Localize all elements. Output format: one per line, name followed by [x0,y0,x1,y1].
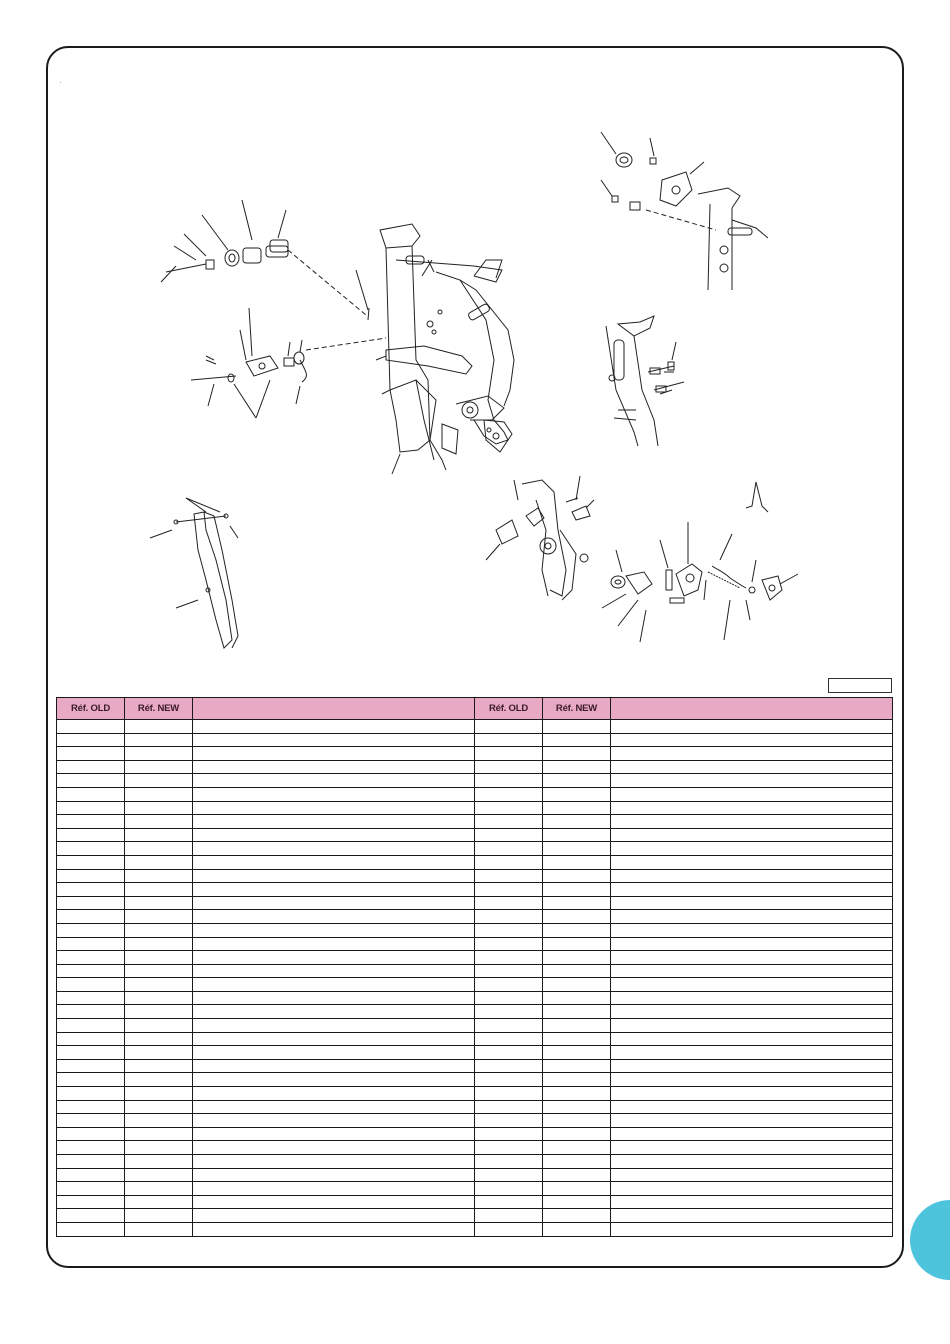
table-cell [57,774,125,788]
table-cell [125,720,193,734]
table-cell [57,855,125,869]
table-cell [543,951,611,965]
table-cell [475,1046,543,1060]
table-cell [611,883,893,897]
table-cell [475,1127,543,1141]
table-cell [611,937,893,951]
table-cell [543,747,611,761]
table-cell [57,923,125,937]
table-row [57,801,893,815]
table-cell [125,733,193,747]
table-cell [125,815,193,829]
table-cell [475,842,543,856]
table-row [57,991,893,1005]
table-cell [543,1168,611,1182]
table-row [57,964,893,978]
page-tab [910,1200,950,1280]
table-cell [611,828,893,842]
table-cell [475,923,543,937]
header-description-left [193,698,475,720]
table-cell [193,869,475,883]
table-cell [543,869,611,883]
table-cell [57,787,125,801]
table-cell [543,720,611,734]
table-cell [57,1168,125,1182]
table-cell [611,1127,893,1141]
table-cell [193,1195,475,1209]
table-cell [193,747,475,761]
table-row [57,1073,893,1087]
table-cell [475,937,543,951]
table-cell [543,1195,611,1209]
table-cell [57,1005,125,1019]
table-row [57,760,893,774]
table-cell [193,774,475,788]
table-cell [543,1114,611,1128]
table-cell [611,760,893,774]
table-cell [193,1087,475,1101]
table-cell [193,1141,475,1155]
table-row [57,978,893,992]
table-cell [475,1222,543,1236]
table-cell [193,1005,475,1019]
table-cell [125,842,193,856]
table-cell [611,1059,893,1073]
table-cell [543,1209,611,1223]
table-cell [475,1019,543,1033]
table-cell [475,1168,543,1182]
table-cell [57,1046,125,1060]
roller-assembly [161,200,366,315]
table-cell [193,855,475,869]
table-cell [475,1141,543,1155]
table-cell [125,855,193,869]
table-cell [193,1222,475,1236]
table-cell [125,801,193,815]
table-cell [611,733,893,747]
table-cell [125,1100,193,1114]
table-cell [193,760,475,774]
table-cell [611,923,893,937]
table-cell [193,883,475,897]
table-cell [57,1209,125,1223]
table-cell [125,869,193,883]
table-cell [611,1032,893,1046]
table-cell [475,787,543,801]
table-cell [475,978,543,992]
table-cell [193,1168,475,1182]
table-cell [193,815,475,829]
table-cell [611,801,893,815]
spring-assembly [602,482,798,642]
table-cell [543,896,611,910]
table-cell [57,1155,125,1169]
table-row [57,828,893,842]
table-cell [125,1019,193,1033]
table-cell [193,1100,475,1114]
table-cell [193,896,475,910]
table-cell [57,964,125,978]
table-row [57,1168,893,1182]
table-cell [57,1195,125,1209]
header-ref-old-left: Réf. OLD [57,698,125,720]
table-cell [475,991,543,1005]
table-cell [57,828,125,842]
table-row [57,1032,893,1046]
table-cell [57,815,125,829]
table-cell [475,1182,543,1196]
table-cell [611,1073,893,1087]
table-cell [57,991,125,1005]
table-cell [193,1182,475,1196]
table-cell [475,1155,543,1169]
table-cell [125,774,193,788]
table-cell [475,951,543,965]
table-cell [125,787,193,801]
table-cell [193,828,475,842]
table-cell [57,1032,125,1046]
table-cell [543,842,611,856]
table-cell [193,787,475,801]
table-cell [611,1019,893,1033]
table-cell [611,1155,893,1169]
reference-box [828,678,892,693]
table-row [57,1141,893,1155]
table-row [57,815,893,829]
table-cell [57,1087,125,1101]
table-row [57,733,893,747]
table-cell [125,1087,193,1101]
table-cell [543,828,611,842]
table-cell [543,1032,611,1046]
table-row [57,937,893,951]
table-cell [125,910,193,924]
table-cell [57,896,125,910]
exploded-parts-diagram [56,60,896,670]
table-cell [543,1182,611,1196]
header-ref-old-right: Réf. OLD [475,698,543,720]
table-cell [543,1127,611,1141]
table-cell [543,1141,611,1155]
table-cell [125,1127,193,1141]
table-cell [193,964,475,978]
table-cell [193,1155,475,1169]
table-cell [475,1005,543,1019]
table-cell [611,1141,893,1155]
table-cell [57,1059,125,1073]
table-cell [543,815,611,829]
table-cell [611,1168,893,1182]
table-cell [611,951,893,965]
table-cell [611,869,893,883]
table-cell [57,869,125,883]
table-cell [611,1046,893,1060]
table-cell [57,747,125,761]
table-cell [57,842,125,856]
bracket-assembly-top-right [601,132,768,290]
table-cell [475,1209,543,1223]
table-cell [475,1114,543,1128]
header-ref-new-left: Réf. NEW [125,698,193,720]
table-cell [611,1182,893,1196]
bracket-assembly-left [191,308,386,418]
table-cell [125,1182,193,1196]
table-row [57,1155,893,1169]
table-cell [611,1005,893,1019]
table-cell [543,1087,611,1101]
table-cell [125,747,193,761]
table-cell [543,760,611,774]
table-cell [611,1195,893,1209]
table-cell [193,733,475,747]
table-cell [543,774,611,788]
table-cell [57,801,125,815]
table-cell [193,1059,475,1073]
table-cell [611,842,893,856]
table-cell [543,1046,611,1060]
table-row [57,1222,893,1236]
table-cell [475,828,543,842]
table-cell [475,815,543,829]
table-cell [475,1087,543,1101]
table-cell [57,760,125,774]
table-cell [611,1100,893,1114]
table-cell [193,1073,475,1087]
table-cell [475,747,543,761]
table-cell [475,801,543,815]
table-cell [125,1209,193,1223]
table-cell [125,964,193,978]
table-cell [125,923,193,937]
table-cell [543,1100,611,1114]
table-cell [125,1195,193,1209]
table-row [57,1209,893,1223]
table-cell [611,910,893,924]
table-cell [611,991,893,1005]
table-row [57,855,893,869]
table-row [57,1087,893,1101]
table-cell [475,1032,543,1046]
table-cell [57,733,125,747]
table-cell [543,1005,611,1019]
table-row [57,787,893,801]
table-cell [125,760,193,774]
table-cell [193,937,475,951]
table-cell [475,964,543,978]
table-cell [543,978,611,992]
table-cell [125,828,193,842]
table-cell [611,774,893,788]
table-cell [125,1141,193,1155]
table-cell [475,1100,543,1114]
table-cell [193,1032,475,1046]
table-cell [125,1032,193,1046]
table-cell [125,883,193,897]
table-cell [193,1127,475,1141]
table-cell [611,978,893,992]
table-cell [57,1182,125,1196]
lower-mechanism [486,476,594,600]
table-cell [611,855,893,869]
table-row [57,1005,893,1019]
table-cell [57,1141,125,1155]
table-row [57,1019,893,1033]
table-cell [475,720,543,734]
table-cell [193,1046,475,1060]
table-cell [543,910,611,924]
table-cell [125,1114,193,1128]
table-cell [57,1019,125,1033]
table-cell [611,1114,893,1128]
table-row [57,869,893,883]
table-row [57,883,893,897]
table-cell [475,774,543,788]
table-cell [193,1114,475,1128]
table-cell [543,937,611,951]
table-cell [475,1059,543,1073]
table-cell [193,1209,475,1223]
table-cell [125,937,193,951]
table-cell [543,1222,611,1236]
table-cell [125,1168,193,1182]
table-cell [57,1100,125,1114]
table-cell [611,720,893,734]
table-row [57,1195,893,1209]
table-cell [543,1073,611,1087]
table-cell [125,1046,193,1060]
table-cell [193,991,475,1005]
handle-assembly-right [606,316,684,446]
table-row [57,842,893,856]
table-cell [543,964,611,978]
table-cell [193,842,475,856]
table-row [57,1127,893,1141]
table-row [57,910,893,924]
table-cell [57,720,125,734]
table-cell [543,733,611,747]
header-ref-new-right: Réf. NEW [543,698,611,720]
table-row [57,1100,893,1114]
table-cell [125,951,193,965]
table-cell [57,978,125,992]
table-cell [611,815,893,829]
table-row [57,747,893,761]
table-cell [543,801,611,815]
table-cell [543,883,611,897]
table-cell [193,1019,475,1033]
table-cell [193,801,475,815]
table-cell [543,1019,611,1033]
table-cell [611,1087,893,1101]
table-cell [193,923,475,937]
table-cell [475,760,543,774]
table-row [57,774,893,788]
table-cell [475,883,543,897]
table-cell [475,733,543,747]
table-cell [193,720,475,734]
table-cell [475,1073,543,1087]
table-row [57,720,893,734]
table-cell [125,1222,193,1236]
table-cell [125,991,193,1005]
table-cell [543,855,611,869]
table-cell [475,896,543,910]
table-cell [125,1059,193,1073]
table-body [57,720,893,1237]
leg-blade [150,498,238,648]
table-cell [193,951,475,965]
table-row [57,1059,893,1073]
table-cell [57,1222,125,1236]
table-cell [543,991,611,1005]
table-cell [611,1209,893,1223]
table-cell [475,910,543,924]
header-description-right [611,698,893,720]
table-cell [57,883,125,897]
parts-table [56,697,893,1237]
table-cell [475,1195,543,1209]
table-cell [611,964,893,978]
table-cell [611,747,893,761]
table-cell [543,1155,611,1169]
table-cell [543,787,611,801]
table-cell [57,1073,125,1087]
table-cell [57,1127,125,1141]
table-cell [193,978,475,992]
table-cell [57,1114,125,1128]
table-row [57,923,893,937]
table-header-row [57,698,893,720]
table-cell [57,937,125,951]
table-cell [475,869,543,883]
table-cell [543,1059,611,1073]
table-row [57,1182,893,1196]
table-cell [125,1155,193,1169]
table-row [57,951,893,965]
table-cell [125,896,193,910]
table-cell [611,896,893,910]
table-cell [611,1222,893,1236]
table-row [57,1114,893,1128]
table-cell [611,787,893,801]
table-cell [193,910,475,924]
table-row [57,896,893,910]
table-cell [57,951,125,965]
main-frame [356,224,514,474]
table-row [57,1046,893,1060]
table-cell [125,1005,193,1019]
table-cell [125,978,193,992]
table-cell [543,923,611,937]
table-cell [57,910,125,924]
table-cell [475,855,543,869]
table-cell [125,1073,193,1087]
